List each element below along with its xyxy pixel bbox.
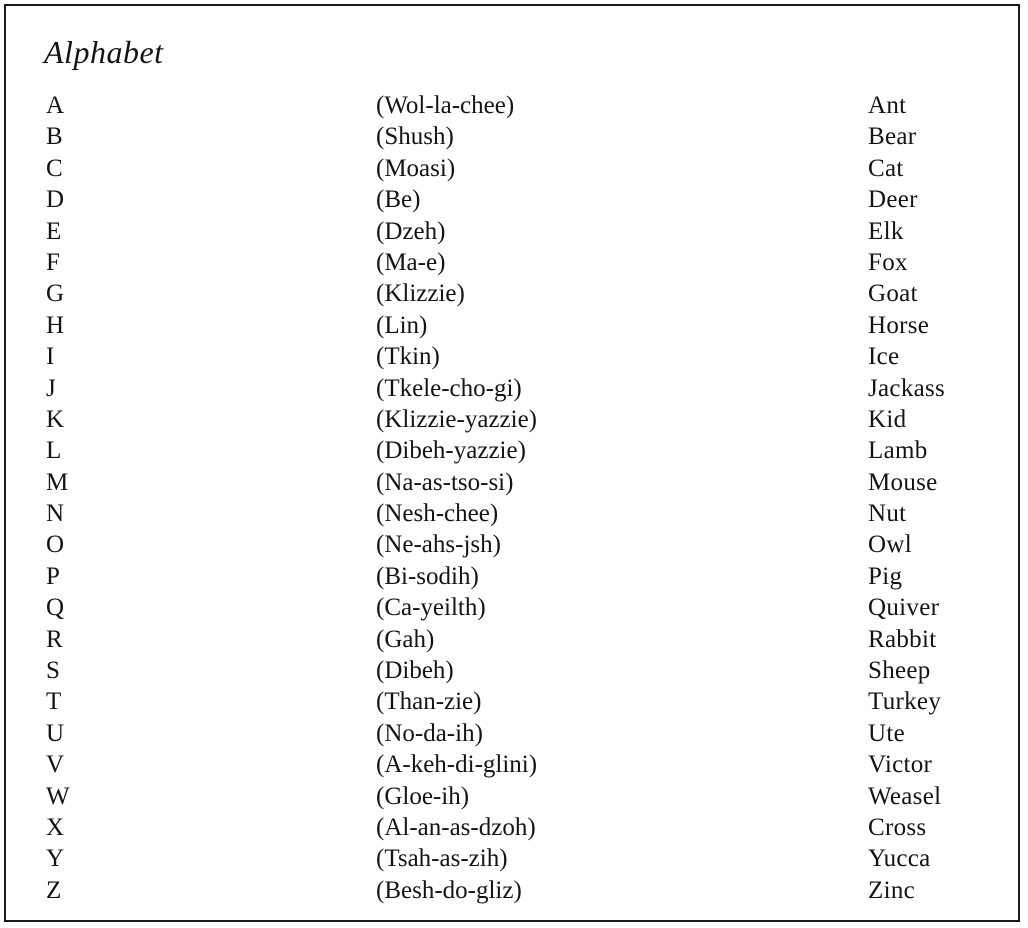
letter-cell: V (46, 751, 65, 779)
letter-cell: Z (46, 876, 62, 904)
table-row (6, 498, 1022, 529)
letter-cell: K (46, 405, 65, 433)
navajo-word-cell: (Dibeh) (376, 657, 454, 685)
table-row (6, 686, 1022, 717)
navajo-word-cell: (Bi-sodih) (376, 562, 479, 590)
navajo-word-cell: (Gloe-ih) (376, 782, 470, 810)
letter-cell: I (46, 343, 55, 371)
table-row (6, 341, 1022, 372)
table-row (6, 121, 1022, 152)
letter-cell: J (46, 374, 56, 402)
english-word-cell: Cross (868, 813, 927, 841)
letter-cell: H (46, 311, 65, 339)
letter-cell: R (46, 625, 63, 653)
english-word-cell: Weasel (868, 782, 942, 810)
letter-cell: O (46, 531, 65, 559)
navajo-word-cell: (Klizzie) (376, 280, 465, 308)
english-word-cell: Yucca (868, 845, 931, 873)
navajo-word-cell: (Shush) (376, 123, 454, 151)
table-row (6, 184, 1022, 215)
english-word-cell: Pig (868, 562, 903, 590)
english-word-cell: Deer (868, 186, 918, 214)
english-word-cell: Mouse (868, 468, 938, 496)
navajo-word-cell: (A-keh-di-glini) (376, 751, 538, 779)
navajo-word-cell: (Besh-do-gliz) (376, 876, 522, 904)
letter-cell: D (46, 186, 65, 214)
english-word-cell: Cat (868, 154, 904, 182)
navajo-word-cell: (Lin) (376, 311, 428, 339)
table-row (6, 278, 1022, 309)
table-row (6, 843, 1022, 874)
letter-cell: X (46, 813, 65, 841)
table-row (6, 153, 1022, 184)
table-row (6, 875, 1022, 906)
english-word-cell: Nut (868, 500, 907, 528)
letter-cell: C (46, 154, 63, 182)
letter-cell: L (46, 437, 62, 465)
english-word-cell: Kid (868, 405, 907, 433)
letter-cell: Y (46, 845, 65, 873)
table-row (6, 216, 1022, 247)
navajo-word-cell: (No-da-ih) (376, 719, 483, 747)
letter-cell: B (46, 123, 63, 151)
table-row (6, 467, 1022, 498)
navajo-word-cell: (Gah) (376, 625, 435, 653)
navajo-word-cell: (Ma-e) (376, 248, 446, 276)
letter-cell: P (46, 562, 60, 590)
table-row (6, 310, 1022, 341)
navajo-word-cell: (Moasi) (376, 154, 456, 182)
english-word-cell: Sheep (868, 657, 931, 685)
navajo-word-cell: (Ne-ahs-jsh) (376, 531, 501, 559)
english-word-cell: Rabbit (868, 625, 937, 653)
navajo-word-cell: (Wol-la-chee) (376, 92, 515, 119)
table-row (6, 655, 1022, 686)
letter-cell: G (46, 280, 65, 308)
english-word-cell: Victor (868, 751, 933, 779)
english-word-cell: Owl (868, 531, 912, 559)
english-word-cell: Horse (868, 311, 930, 339)
navajo-word-cell: (Na-as-tso-si) (376, 468, 514, 496)
english-word-cell: Jackass (868, 374, 946, 402)
table-row (6, 247, 1022, 278)
english-word-cell: Goat (868, 280, 918, 308)
page-title: Alphabet (44, 34, 164, 70)
letter-cell: A (46, 92, 65, 119)
english-word-cell: Elk (868, 217, 904, 245)
navajo-word-cell: (Be) (376, 186, 421, 214)
letter-cell: Q (46, 594, 65, 622)
english-word-cell: Bear (868, 123, 917, 151)
letter-cell: W (46, 782, 70, 810)
navajo-word-cell: (Tkin) (376, 343, 440, 371)
navajo-word-cell: (Klizzie-yazzie) (376, 405, 537, 433)
table-row (6, 781, 1022, 812)
english-word-cell: Ute (868, 719, 905, 747)
table-row (6, 404, 1022, 435)
navajo-word-cell: (Ca-yeilth) (376, 594, 486, 622)
letter-cell: E (46, 217, 62, 245)
navajo-word-cell: (Tkele-cho-gi) (376, 374, 522, 402)
table-frame (4, 4, 1020, 922)
english-word-cell: Lamb (868, 437, 928, 465)
alphabet-list (6, 90, 1022, 906)
table-row (6, 529, 1022, 560)
table-row (6, 718, 1022, 749)
english-word-cell: Zinc (868, 876, 916, 904)
letter-cell: N (46, 500, 65, 528)
english-word-cell: Ice (868, 343, 900, 371)
english-word-cell: Ant (868, 92, 907, 119)
table-row (6, 749, 1022, 780)
navajo-word-cell: (Dzeh) (376, 217, 446, 245)
navajo-word-cell: (Nesh-chee) (376, 500, 499, 528)
navajo-word-cell: (Dibeh-yazzie) (376, 437, 526, 465)
letter-cell: S (46, 657, 60, 685)
table-row (6, 624, 1022, 655)
letter-cell: F (46, 248, 60, 276)
table-row (6, 592, 1022, 623)
table-row (6, 435, 1022, 466)
navajo-word-cell: (Al-an-as-dzoh) (376, 813, 536, 841)
english-word-cell: Turkey (868, 688, 942, 716)
letter-cell: T (46, 688, 62, 716)
table-row (6, 561, 1022, 592)
english-word-cell: Fox (868, 248, 908, 276)
table-row (6, 812, 1022, 843)
navajo-word-cell: (Tsah-as-zih) (376, 845, 508, 873)
english-word-cell: Quiver (868, 594, 940, 622)
table-row (6, 90, 1022, 121)
letter-cell: M (46, 468, 69, 496)
letter-cell: U (46, 719, 65, 747)
table-row (6, 373, 1022, 404)
navajo-word-cell: (Than-zie) (376, 688, 482, 716)
